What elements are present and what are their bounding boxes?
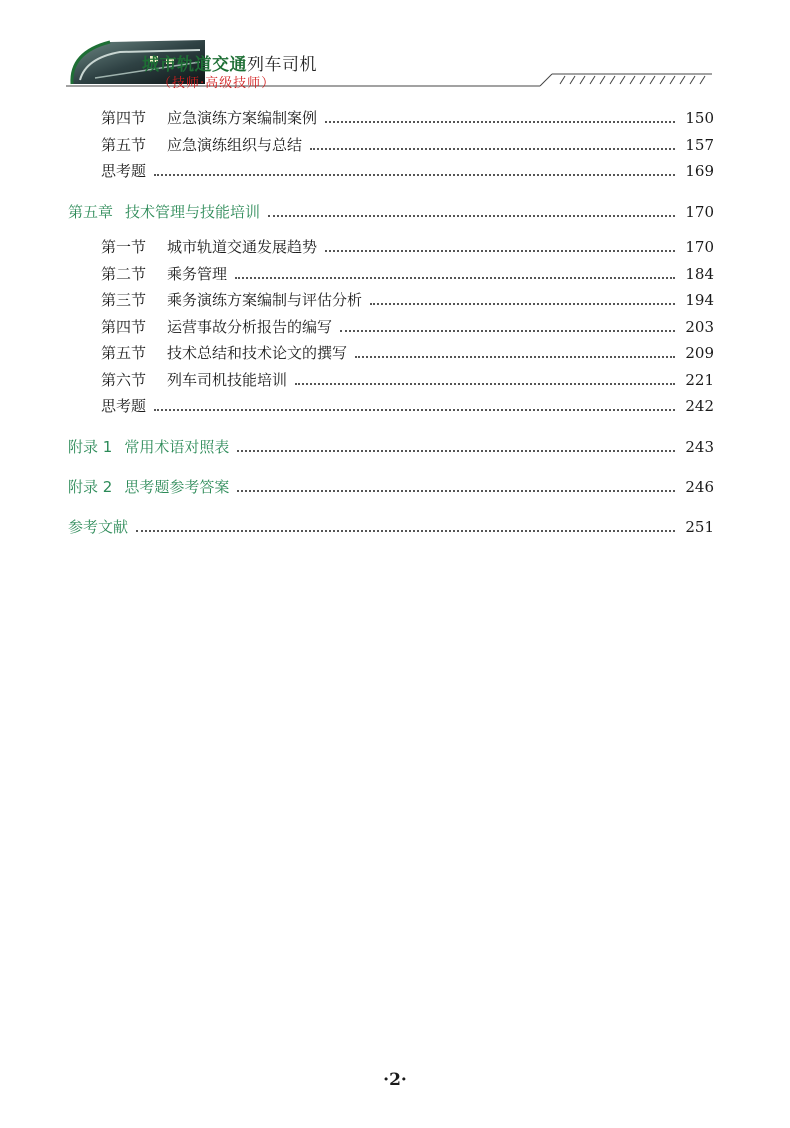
toc-entry[interactable] (101, 343, 714, 363)
toc-entry-title: 应急演练方案编制案例 (167, 109, 318, 127)
toc-entry-title: 常用术语对照表 (124, 438, 230, 456)
toc-entry[interactable] (101, 135, 714, 155)
toc-entry-title: 思考题 (101, 162, 147, 180)
toc-entry[interactable] (101, 108, 714, 128)
toc-entry[interactable] (101, 317, 714, 337)
dot-leader (325, 120, 675, 123)
toc-entry-page: 150 (685, 109, 714, 127)
header-banner-graphic (0, 0, 790, 100)
toc-entry-number: 第五章 (68, 203, 114, 221)
dot-leader (370, 302, 675, 305)
toc-entry-page: 203 (685, 318, 714, 336)
toc-entry-page: 209 (685, 344, 714, 362)
toc-entry-number: 附录 1 (68, 438, 113, 456)
toc-chapter-entry[interactable] (68, 517, 714, 537)
page-header (0, 0, 790, 100)
series-title: 城市轨道交通列车司机 (142, 55, 317, 75)
toc-entry-page: 251 (685, 518, 714, 536)
dot-leader (340, 329, 675, 332)
toc-entry-page: 170 (685, 238, 714, 256)
dot-leader (355, 355, 675, 358)
dot-leader (154, 408, 675, 411)
toc-entry-title: 应急演练组织与总结 (167, 136, 303, 154)
toc-entry-page: 170 (685, 203, 714, 221)
toc-entry-number: 第五节 (101, 136, 147, 154)
toc-entry-page: 169 (685, 162, 714, 180)
toc-entry-number: 第六节 (101, 371, 147, 389)
toc-entry-title: 乘务管理 (167, 265, 228, 283)
toc-entry-title: 城市轨道交通发展趋势 (167, 238, 318, 256)
toc-entry-number: 第三节 (101, 291, 147, 309)
toc-entry-title: 列车司机技能培训 (167, 371, 288, 389)
toc-entry-number: 第四节 (101, 318, 147, 336)
toc-entry-page: 242 (685, 397, 714, 415)
dot-leader (325, 249, 675, 252)
toc-entry-number: 第二节 (101, 265, 147, 283)
toc-chapter-entry[interactable] (68, 437, 714, 457)
toc-entry[interactable] (101, 161, 714, 181)
toc-entry-number: 附录 2 (68, 478, 113, 496)
dot-leader (237, 449, 675, 452)
toc-entry-title: 运营事故分析报告的编写 (167, 318, 333, 336)
toc-entry-title: 思考题 (101, 397, 147, 415)
toc-entry-title: 思考题参考答案 (124, 478, 230, 496)
dot-leader (268, 214, 675, 217)
toc-entry-number: 第一节 (101, 238, 147, 256)
toc-entry[interactable] (101, 264, 714, 284)
toc-entry-title: 乘务演练方案编制与评估分析 (167, 291, 363, 309)
page-number: ·2· (383, 1070, 407, 1090)
toc-entry-number: 第四节 (101, 109, 147, 127)
toc-entry-title: 参考文献 (68, 518, 129, 536)
toc-entry[interactable] (101, 370, 714, 390)
dot-leader (310, 147, 675, 150)
toc-chapter-entry[interactable] (68, 477, 714, 497)
toc-entry-page: 221 (685, 371, 714, 389)
toc-entry-page: 243 (685, 438, 714, 456)
toc-entry-page: 194 (685, 291, 714, 309)
toc-entry[interactable] (101, 290, 714, 310)
dot-leader (237, 489, 675, 492)
dot-leader (295, 382, 675, 385)
toc-entry[interactable] (101, 237, 714, 257)
toc-entry-page: 184 (685, 265, 714, 283)
series-subtitle: （技师·高级技师） (158, 76, 276, 91)
toc-entry-page: 246 (685, 478, 714, 496)
dot-leader (136, 529, 675, 532)
dot-leader (235, 276, 675, 279)
toc-entry-title: 技术总结和技术论文的撰写 (167, 344, 348, 362)
toc-chapter-entry[interactable] (68, 202, 714, 222)
toc-entry-title: 技术管理与技能培训 (125, 203, 261, 221)
dot-leader (154, 173, 675, 176)
toc-entry-number: 第五节 (101, 344, 147, 362)
toc-entry-page: 157 (685, 136, 714, 154)
toc-entry[interactable] (101, 396, 714, 416)
